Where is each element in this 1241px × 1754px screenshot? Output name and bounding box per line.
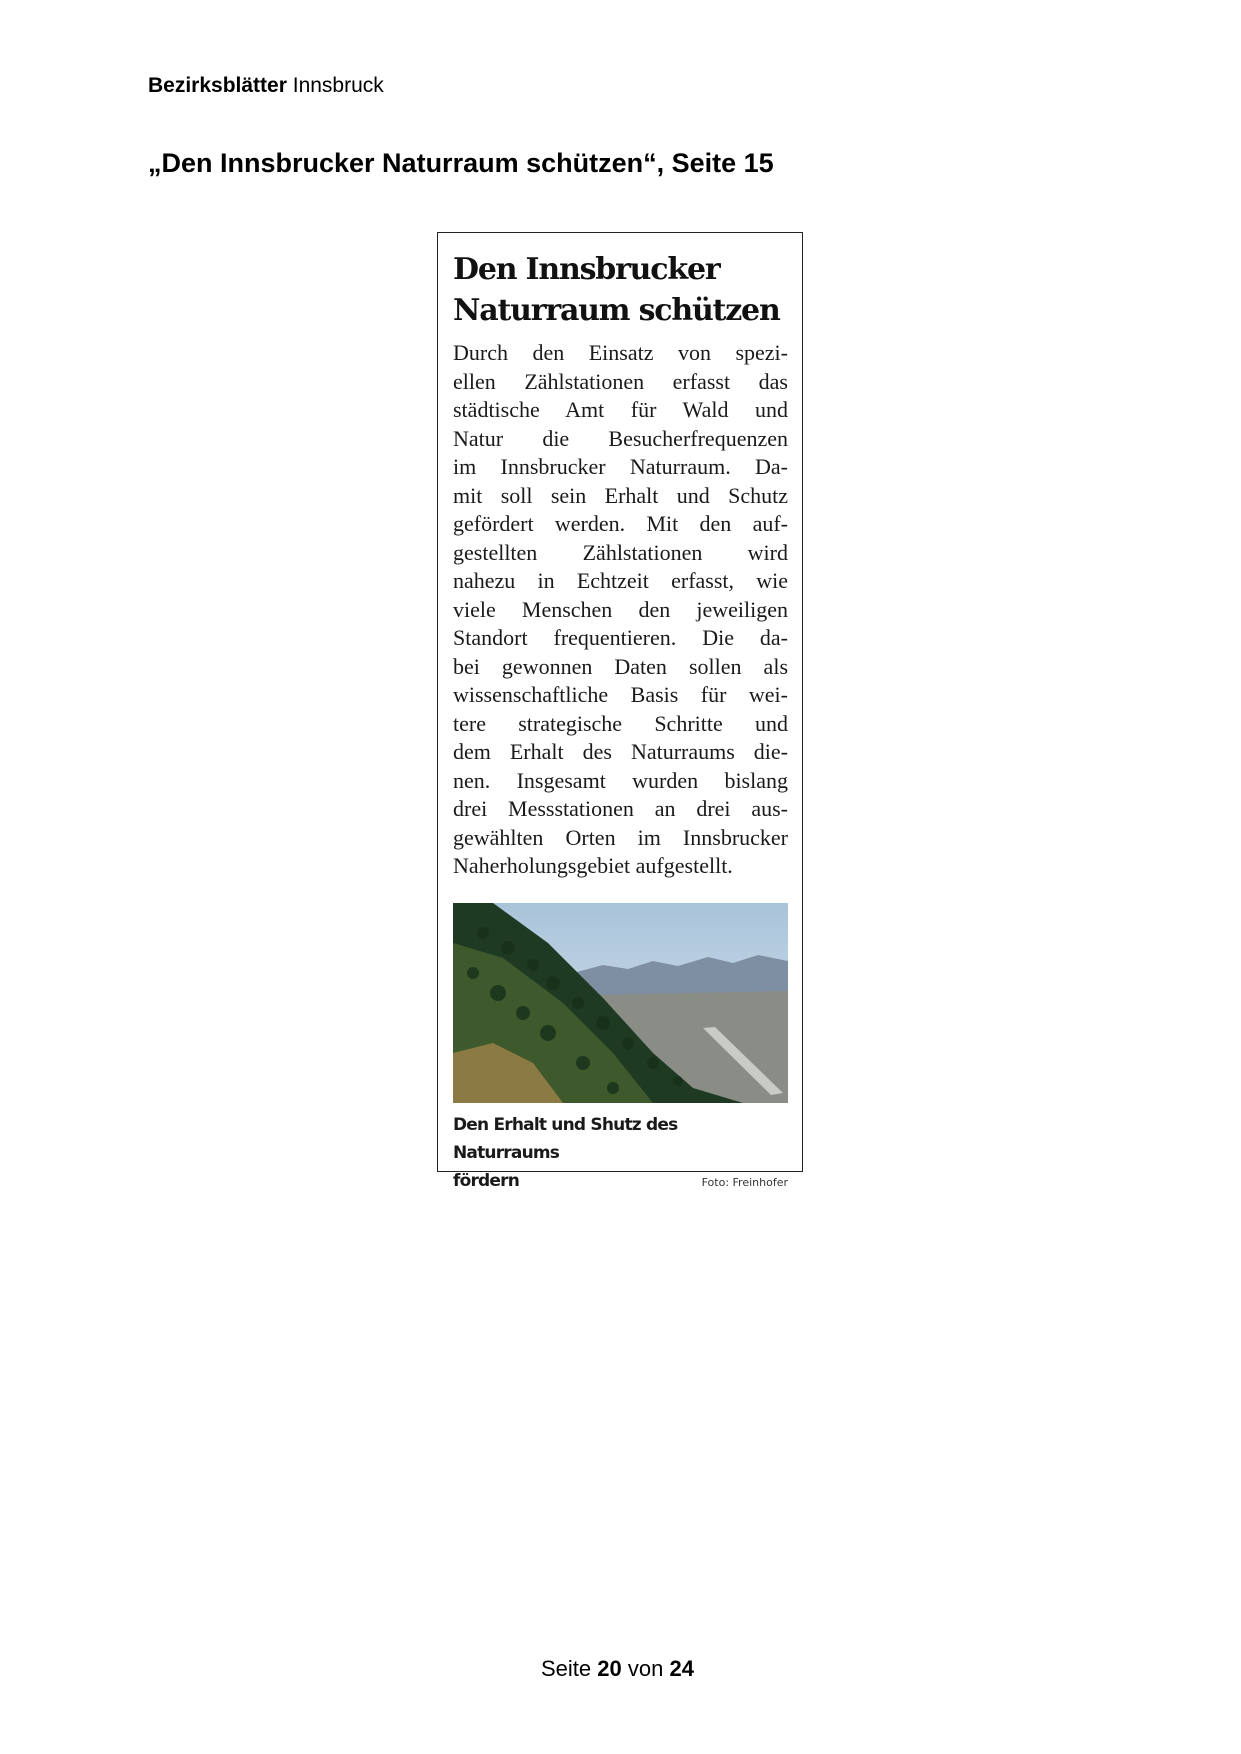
current-page: 20 bbox=[597, 1656, 622, 1681]
clipping-title bbox=[453, 249, 793, 331]
newspaper-clipping bbox=[437, 232, 803, 1191]
body-line: viele Menschen den jeweiligen bbox=[453, 596, 788, 622]
publication-region: Innsbruck bbox=[292, 74, 384, 97]
page-prefix: Seite bbox=[541, 1656, 592, 1681]
body-line: gestellten Zählstationen wird bbox=[453, 539, 788, 565]
body-line: Standort frequentieren. Die da- bbox=[453, 625, 788, 650]
caption-line: fördern bbox=[453, 1171, 520, 1191]
page-separator: von bbox=[627, 1656, 664, 1681]
body-line: wissenschaftliche Basis für wei- bbox=[453, 682, 788, 707]
body-line: ellen Zählstationen erfasst das bbox=[453, 368, 788, 394]
caption-line: Den Erhalt und Shutz des Naturraums bbox=[453, 1115, 678, 1163]
body-line: mit soll sein Erhalt und Schutz bbox=[453, 482, 788, 508]
photo-caption bbox=[453, 1111, 788, 1197]
clipping-title-line: Den Innsbrucker bbox=[453, 252, 720, 287]
clipping-title-line: Naturraum schützen bbox=[453, 293, 780, 328]
body-line: nen. Insgesamt wurden bislang bbox=[453, 767, 788, 793]
photo-credit: Foto: Freinhofer bbox=[701, 1176, 788, 1189]
document-heading: „Den Innsbrucker Naturraum schützen“, Seite 15 bbox=[148, 148, 774, 178]
clipping-body bbox=[453, 339, 788, 881]
body-line: im Innsbrucker Naturraum. Da- bbox=[453, 454, 788, 479]
body-line: dem Erhalt des Naturraums die- bbox=[453, 739, 788, 764]
source-line bbox=[148, 72, 384, 100]
body-line: nahezu in Echtzeit erfasst, wie bbox=[453, 568, 788, 593]
body-line: gewählten Orten im Innsbrucker bbox=[453, 824, 788, 850]
body-line: Naherholungsgebiet aufgestellt. bbox=[453, 853, 733, 878]
body-line: Durch den Einsatz von spezi- bbox=[453, 340, 788, 365]
body-line: gefördert werden. Mit den auf- bbox=[453, 511, 788, 536]
body-line: tere strategische Schritte und bbox=[453, 710, 788, 736]
body-line: bei gewonnen Daten sollen als bbox=[453, 653, 788, 679]
body-line: städtische Amt für Wald und bbox=[453, 397, 788, 422]
total-pages: 24 bbox=[669, 1656, 694, 1681]
body-line: Natur die Besucherfrequenzen bbox=[453, 425, 788, 451]
body-line: drei Messstationen an drei aus- bbox=[453, 796, 788, 821]
mountain-landscape-photo bbox=[453, 903, 788, 1103]
publication-name: Bezirksblätter bbox=[148, 74, 287, 97]
page-number bbox=[541, 1655, 694, 1683]
